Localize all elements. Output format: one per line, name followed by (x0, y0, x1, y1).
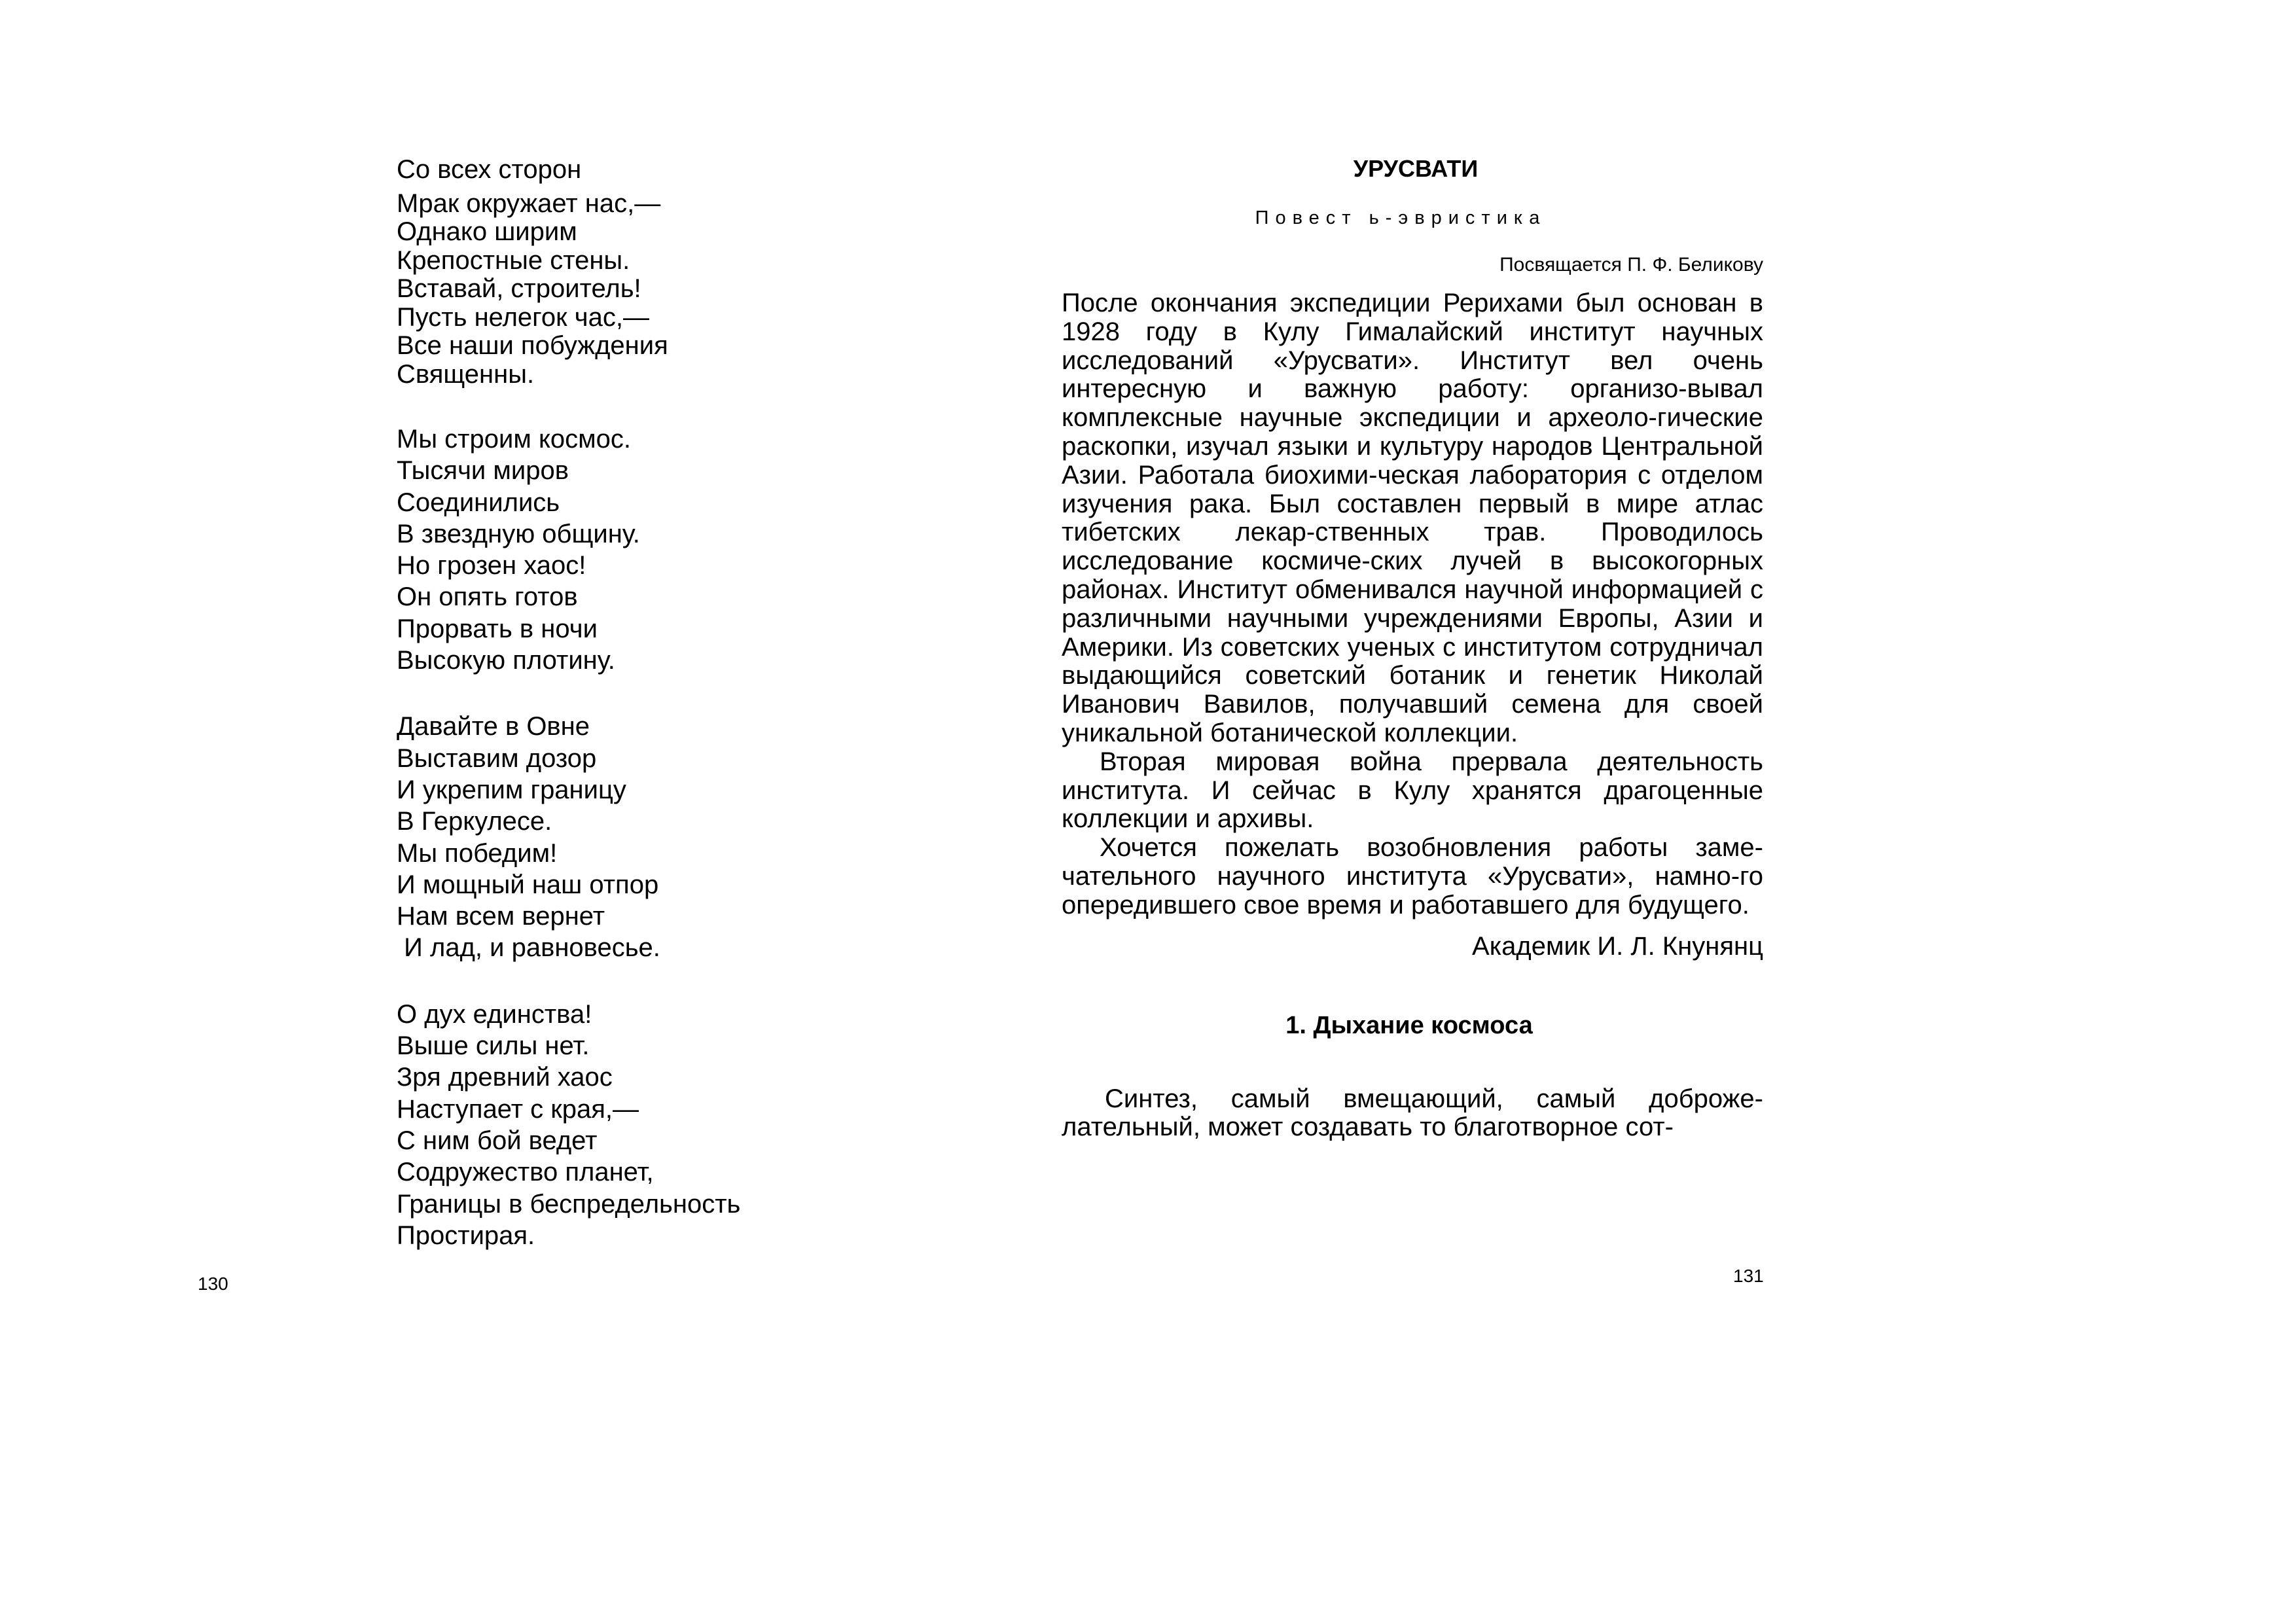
poem-line: Мрак окружает нас,— (397, 188, 661, 218)
article (1062, 156, 1763, 1142)
poem-line: Мы строим космос. (397, 425, 632, 454)
dedication: Посвящается П. Ф. Беликову (1499, 254, 1763, 276)
poem (397, 156, 986, 1251)
poem-line: Зря древний хаос (397, 1063, 613, 1092)
poem-stanza (397, 423, 986, 676)
left-page (0, 0, 1021, 1623)
poem-line: Нам всем вернет (397, 902, 605, 931)
poem-line: Прорвать в ночи (397, 614, 598, 643)
poem-line: Вставай, строитель! (397, 274, 641, 303)
poem-stanza (397, 156, 986, 389)
poem-line: Но грозен хаос! (397, 551, 586, 580)
poem-line: Мы победим! (397, 838, 558, 868)
poem-line: Содружество планет, (397, 1158, 654, 1187)
section-heading: 1. Дыхание космоса (1285, 1011, 1533, 1039)
poem-line: Со всех сторон (397, 155, 582, 184)
poem-line: Соединились (397, 488, 560, 517)
poem-line: Давайте в Овне (397, 712, 590, 741)
poem-line: Все наши побуждения (397, 331, 668, 360)
right-page (1021, 0, 2296, 1623)
poem-line: И лад, и равновесье. (397, 933, 660, 963)
poem-line: И укрепим границу (397, 775, 626, 804)
poem-line: Простирая. (397, 1221, 535, 1250)
poem-line: И мощный наш отпор (397, 870, 659, 899)
poem-line: В звездную общину. (397, 519, 640, 548)
poem-line: Крепостные стены. (397, 245, 630, 275)
foreword-paragraph: Вторая мировая война прервала деятельность института. И сейчас в Кулу хранятся драгоценные коллекции и архивы. (1062, 747, 1763, 834)
signature: Академик И. Л. Кнунянц (1472, 931, 1763, 961)
poem-line: Выше силы нет. (397, 1031, 590, 1061)
poem-line: Пусть нелегок час,— (397, 302, 649, 332)
poem-stanza (397, 999, 986, 1251)
poem-stanza (397, 711, 986, 963)
poem-line: Выставим дозор (397, 743, 597, 773)
poem-line: Наступает с края,— (397, 1094, 639, 1124)
article-subtitle: Повест ь-эвристика (1255, 207, 1547, 228)
poem-line: Он опять готов (397, 582, 578, 612)
poem-line: Священны. (397, 359, 535, 389)
poem-line: В Геркулесе. (397, 807, 552, 836)
poem-line: О дух единства! (397, 999, 592, 1029)
article-title: УРУСВАТИ (1353, 155, 1479, 182)
poem-line: Границы в беспредельность (397, 1189, 741, 1219)
page-number-left: 130 (198, 1274, 228, 1294)
poem-line: Тысячи миров (397, 456, 569, 486)
poem-line: Однако ширим (397, 217, 577, 246)
page-number-right: 131 (1733, 1266, 1764, 1286)
foreword-paragraph: Хочется пожелать возобновления работы заме-чательного научного института «Урусвати», намно-го опередившего свое время и работавшего для будущего. (1062, 833, 1763, 919)
poem-line: Высокую плотину. (397, 646, 615, 675)
poem-line: С ним бой ведет (397, 1126, 598, 1155)
foreword-paragraph: После окончания экспедиции Рерихами был основан в 1928 году в Кулу Гималайский институт научных исследований «Урусвати». Институт вел очень интересную и важную работу: организо-вывал комплексные научные экспедиции и археоло-гические раскопки, изучал языки и культуру народов Центральной Азии. Работала биохими-ческая лаборатория с отделом изучения рака. Был составлен первый в мире атлас тибетских лекар-ственных трав. Проводилось исследование космиче-ских лучей в высокогорных районах. Институт обменивался научной информацией с различными научными учреждениями Европы, Азии и Америки. Из советских ученых с институтом сотрудничал выдающийся советский ботаник и генетик Николай Иванович Вавилов, получавший семена для своей уникальной ботанической коллекции. (1062, 289, 1763, 747)
section-paragraph: Синтез, самый вмещающий, самый доброже-лательный, может создавать то благотворное сот- (1062, 1084, 1763, 1142)
